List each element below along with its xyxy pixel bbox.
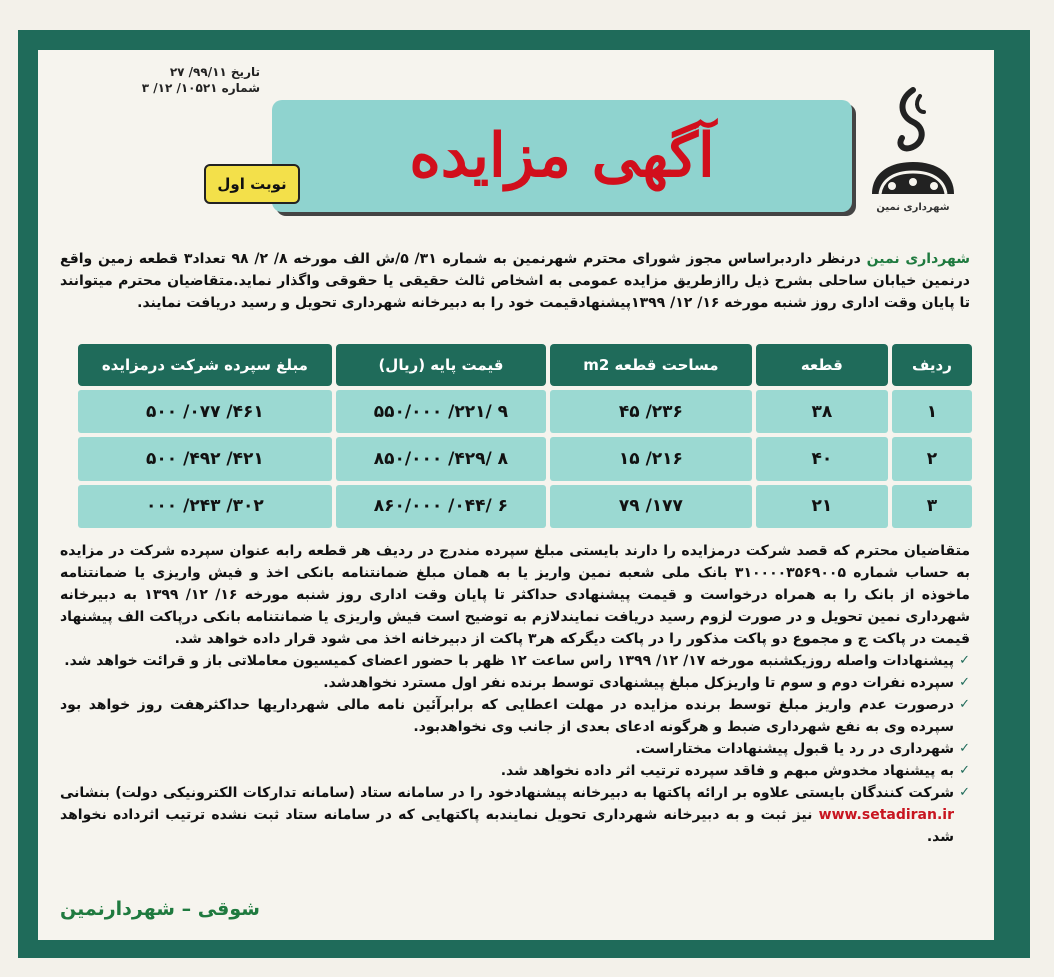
lots-table — [74, 340, 976, 532]
list-item: ✓ پیشنهادات واصله روزیکشنبه مورخه ۱۷/ ۱۲/ ۱۳۹۹ راس ساعت ۱۲ ظهر با حضور اعضای کمیسیون معاملاتی باز و قرائت خواهد شد. — [60, 650, 970, 672]
cell-base-price: ۸ /۴۲۹/ ۸۵۰/۰۰۰ — [336, 437, 546, 480]
col-lot: قطعه — [756, 344, 888, 386]
logo-caption: شهرداری نمین — [876, 202, 950, 213]
list-item: ✓ شهرداری در رد یا قبول پیشنهادات مختاراست. — [60, 738, 970, 760]
page-title: آگهی مزایده — [409, 121, 715, 191]
cell-row-number: ۲ — [892, 437, 972, 480]
notice-date: تاریخ ۹۹/۱۱/ ۲۷ — [169, 65, 260, 79]
cell-area: ۲۳۶/ ۴۵ — [550, 390, 752, 433]
cell-row-number: ۱ — [892, 390, 972, 433]
conditions-section — [60, 540, 970, 848]
conditions-paragraph: متقاضیان محترم که قصد شرکت درمزایده را دارند بایستی مبلغ سپرده مندرج در ردیف هر قطعه رابه عنوان سپرده شرکت در مزایده به حساب شماره ۳۱۰۰۰۰۳۵۶۹۰۰۵ بانک ملی شعبه نمین واریز یا به همان مبلغ ضمانتنامه بانکی اخذ و فیش واریزی یا ضمانتنامه ماخوذه از بانک را به همراه درخواست و قیمت پیشنهادی حداکثر تا پایان وقت اداری روز شنبه مورخه ۱۶/ ۱۲/ ۱۳۹۹ به دبیرخانه شهرداری نمین تحویل و در صورت لزوم رسید دریافت نمایندلازم به توضیح است فیش واریزی یا ضمانتنامه بانکی درپاکت الف پیشنهاد قیمت در پاکت ج و مجموع دو پاکت مذکور را در پاکت دیگرکه هر۳ پاکت از دبیرخانه اخذ می شود قرار داده خواهد شد. — [60, 543, 970, 647]
stage-badge: نوبت اول — [204, 164, 300, 204]
title-banner — [272, 100, 852, 212]
cell-area: ۲۱۶/ ۱۵ — [550, 437, 752, 480]
intro-text: درنظر داردبراساس مجوز شورای محترم شهرنمین به شماره ۳۱/ ۵/ش الف مورخه ۸/ ۲/ ۹۸ تعداد۳ قطعه زمین واقع درنمین خیابان ساحلی بشرح ذیل راازطریق مزایده عمومی به اشخاص ثالث حقیقی یا حقوقی واگذار نماید.متقاضیان محترم میتوانند تا پایان وقت اداری روز شنبه مورخه ۱۶/ ۱۲/ ۱۳۹۹پیشنهادقیمت خود را به دبیرخانه شهرداری تحویل و رسید دریافت نمایند. — [60, 251, 970, 311]
setad-instruction: شرکت کنندگان بایستی علاوه بر ارائه پاکتها به دبیرخانه پیشنهادخود را در سامانه ستاد (سامانه تدارکات الکترونیکی دولت) بنشانی — [60, 785, 954, 801]
cell-deposit: ۴۲۱/ ۴۹۲/ ۵۰۰ — [78, 437, 332, 480]
list-item: ✓ سپرده نفرات دوم و سوم تا واریزکل مبلغ پیشنهادی توسط برنده نفر اول مسترد نخواهدشد. — [60, 672, 970, 694]
setad-instruction-tail: نیز ثبت و به دبیرخانه شهرداری تحویل نمایندبه پاکتهایی که در سامانه ستاد ثبت نشده ترتیب اثرداده نخواهد شد. — [60, 807, 954, 845]
col-area: مساحت قطعه m2 — [550, 344, 752, 386]
cell-deposit: ۳۰۲/ ۲۴۳/ ۰۰۰ — [78, 485, 332, 528]
cell-lot: ۲۱ — [756, 485, 888, 528]
col-row-number: ردیف — [892, 344, 972, 386]
setad-website-link[interactable]: www.setadiran.ir — [818, 807, 954, 823]
table-row — [78, 437, 972, 480]
notice-meta — [60, 64, 260, 96]
col-deposit: مبلغ سپرده شرکت درمزایده — [78, 344, 332, 386]
list-item: ✓ به پیشنهاد مخدوش مبهم و فاقد سپرده ترتیب اثر داده نخواهد شد. — [60, 760, 970, 782]
table-row — [78, 390, 972, 433]
cell-base-price: ۹ /۲۲۱/ ۵۵۰/۰۰۰ — [336, 390, 546, 433]
cell-base-price: ۶ /۰۴۴/ ۸۶۰/۰۰۰ — [336, 485, 546, 528]
list-item — [60, 782, 970, 848]
cell-deposit: ۴۶۱/ ۰۷۷/ ۵۰۰ — [78, 390, 332, 433]
table-row — [78, 485, 972, 528]
intro-paragraph — [60, 248, 970, 314]
cell-lot: ۳۸ — [756, 390, 888, 433]
conditions-list — [60, 650, 970, 848]
table-header-row — [78, 344, 972, 386]
intro-brand: شهرداری نمین — [866, 251, 970, 267]
notice-number: شماره ۱۰۵۲۱/ ۱۲/ ۳ — [141, 81, 260, 95]
signature: شوقی – شهردارنمین — [60, 898, 260, 920]
municipality-logo-icon — [858, 82, 968, 222]
list-item: ✓ درصورت عدم واریز مبلغ توسط برنده مزایده در مهلت اعطایی که برابرآئین نامه مالی شهرداریها حداکثرهفت روز خواهد بود سپرده وی به نفع شهرداری ضبط و هرگونه ادعای بعدی از جانب وی نخواهدبود. — [60, 694, 970, 738]
cell-row-number: ۳ — [892, 485, 972, 528]
col-base-price: قیمت پایه (ریال) — [336, 344, 546, 386]
lots-table-wrap — [74, 340, 976, 532]
cell-area: ۱۷۷/ ۷۹ — [550, 485, 752, 528]
cell-lot: ۴۰ — [756, 437, 888, 480]
